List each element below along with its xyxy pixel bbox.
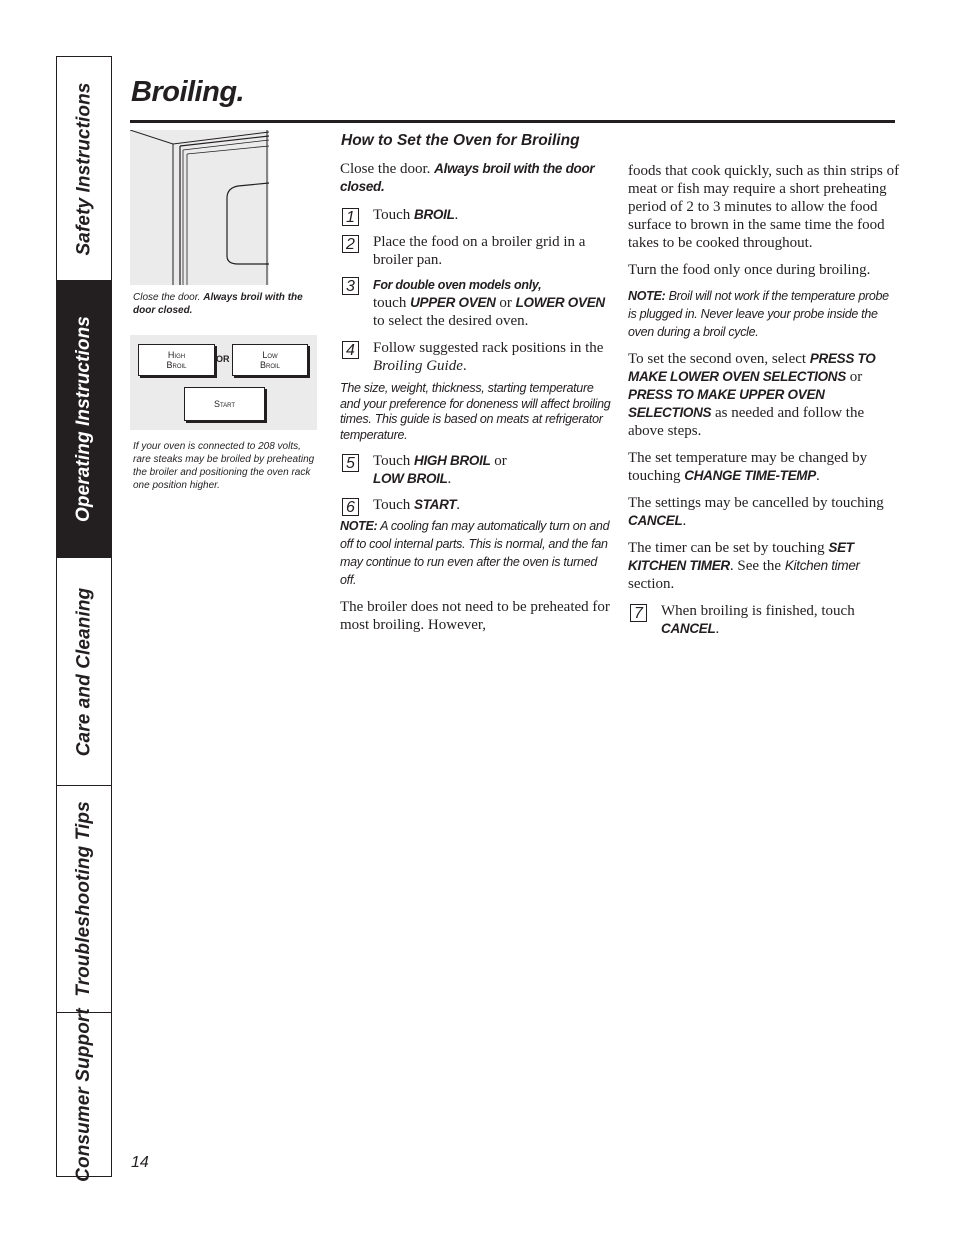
guide-reference: Broiling Guide — [373, 358, 463, 374]
step-text: or — [490, 453, 507, 469]
step-5 — [340, 452, 612, 488]
key-name: START — [414, 497, 457, 512]
key-name: PRESS TO MAKE UPPER OVEN SELECTIONS — [628, 387, 825, 420]
step-text: . — [456, 497, 461, 513]
body-text: To set the second oven, select — [628, 351, 810, 367]
closed-oven-door-icon — [130, 130, 269, 285]
body-text: section. — [628, 576, 675, 592]
key-name: CHANGE TIME-TEMP — [684, 468, 816, 483]
or-label: OR — [216, 354, 230, 364]
step-text: When broiling is finished, touch — [661, 603, 855, 619]
step-number: 2 — [342, 235, 359, 253]
key-name: UPPER OVEN — [410, 295, 496, 310]
step-number: 3 — [342, 277, 359, 295]
body-text: . — [815, 468, 820, 484]
step-number: 1 — [342, 208, 359, 226]
step-text: . — [715, 621, 720, 637]
step-number: 6 — [342, 498, 359, 516]
broiling-guide-note: The size, weight, thickness, starting temperature and your preference for doneness will affect broiling times. This guide is based on meats at refrigerator temperature. — [340, 381, 611, 442]
pad-label: Low — [262, 350, 278, 360]
key-name: LOWER OVEN — [515, 295, 605, 310]
step-emphasis: For double oven models only, — [373, 278, 542, 292]
caption-emphasis: Always broil with the door closed. — [133, 292, 303, 316]
step-number: 5 — [342, 454, 359, 472]
page-title: Broiling. — [131, 76, 245, 108]
preheat-paragraph: The broiler does not need to be preheated for most broiling. However, — [340, 599, 610, 633]
step-6 — [340, 496, 612, 514]
section-heading: How to Set the Oven for Broiling — [341, 132, 580, 149]
pad-label: High — [167, 350, 186, 360]
intro-emphasis: Always broil with the door closed. — [340, 161, 595, 194]
step-number: 7 — [630, 604, 647, 622]
note-text: A cooling fan may automatically turn on and off to cool internal parts. This is normal, and the fan may continue to run even after the oven is turned off. — [340, 519, 610, 587]
cancel-settings-paragraph — [628, 494, 900, 530]
step-text: or — [495, 295, 516, 311]
body-text: . See the — [729, 558, 785, 574]
body-text: . — [682, 513, 687, 529]
pad-label: Start — [213, 399, 236, 409]
key-name: CANCEL — [661, 621, 716, 636]
pad-label: Broil — [259, 360, 280, 370]
note-label: NOTE: — [340, 519, 378, 533]
tab-consumer-support[interactable] — [57, 1007, 111, 1182]
cooling-fan-note — [340, 517, 612, 589]
step-text: . — [462, 358, 467, 374]
note-text: Broil will not work if the temperature probe is plugged in. Never leave your probe inside the oven during a broil cycle. — [628, 289, 889, 339]
step-7 — [628, 602, 900, 638]
intro-paragraph — [340, 160, 612, 196]
control-panel-illustration — [130, 335, 317, 430]
second-oven-paragraph — [628, 350, 900, 440]
key-name: CANCEL — [628, 513, 683, 528]
tab-safety-instructions[interactable] — [57, 57, 111, 281]
preheat-continued: foods that cook quickly, such as thin strips of meat or fish may require a short preheating period of 2 to 3 minutes to allow the food surface to brown in the same time the food takes to be cooked throughout. — [628, 163, 900, 251]
change-temp-paragraph — [628, 449, 900, 485]
tab-care-and-cleaning[interactable] — [57, 558, 111, 786]
step-text: Follow suggested rack positions in the — [373, 340, 604, 356]
step-text: Touch — [373, 453, 415, 469]
step-1 — [340, 206, 612, 224]
title-rule — [130, 120, 895, 123]
figure-caption — [133, 291, 318, 317]
key-name: LOW BROIL — [373, 471, 448, 486]
tab-label: Operating Instructions — [73, 316, 95, 522]
intro-text: Close the door. — [340, 161, 435, 177]
key-name: HIGH BROIL — [414, 453, 491, 468]
step-2 — [340, 233, 612, 269]
voltage-note: If your oven is connected to 208 volts, rare steaks may be broiled by preheating the broiler and positioning the oven rack one position higher. — [133, 441, 315, 491]
key-name: PRESS TO MAKE LOWER OVEN SELECTIONS — [628, 351, 876, 384]
section-tabs — [56, 56, 112, 1182]
page-number: 14 — [131, 1154, 149, 1171]
start-pad[interactable] — [184, 387, 265, 421]
key-name: SET KITCHEN TIMER — [628, 540, 854, 573]
step-text: Touch — [373, 207, 415, 223]
step-text: . — [454, 207, 459, 223]
tab-label: Troubleshooting Tips — [73, 801, 94, 997]
high-broil-pad[interactable] — [138, 344, 215, 376]
body-text: The set temperature may be changed by touching — [628, 450, 868, 484]
step-text: Place the food on a broiler grid in a broiler pan. — [373, 234, 586, 268]
step-text: to select the desired oven. — [373, 313, 529, 329]
step-text: Touch — [373, 497, 415, 513]
tab-operating-instructions[interactable] — [57, 281, 111, 558]
section-reference: Kitchen timer — [784, 558, 860, 573]
step-3 — [340, 276, 612, 330]
turn-once-paragraph: Turn the food only once during broiling. — [628, 262, 871, 278]
pad-label: Broil — [166, 360, 187, 370]
step-text: touch — [373, 295, 411, 311]
key-name: BROIL — [414, 207, 455, 222]
step-4 — [340, 339, 612, 375]
probe-note — [628, 287, 900, 341]
tab-troubleshooting-tips[interactable] — [57, 786, 111, 1013]
step-text: . — [447, 471, 452, 487]
note-label: NOTE: — [628, 289, 666, 303]
body-text: The settings may be cancelled by touching — [628, 495, 884, 511]
instructions-column-1 — [340, 132, 612, 634]
tab-label: Consumer Support — [73, 1007, 95, 1182]
caption-text: Close the door. — [133, 292, 204, 303]
body-text: or — [845, 369, 863, 385]
oven-door-illustration — [130, 130, 269, 285]
tab-label: Safety Instructions — [73, 82, 94, 255]
tab-label: Care and Cleaning — [73, 587, 94, 756]
body-text: The timer can be set by touching — [628, 540, 829, 556]
timer-paragraph — [628, 539, 900, 593]
step-number: 4 — [342, 341, 359, 359]
body-text: as needed and follow the above steps. — [628, 405, 865, 439]
instructions-column-2 — [628, 162, 900, 638]
low-broil-pad[interactable] — [232, 344, 308, 376]
